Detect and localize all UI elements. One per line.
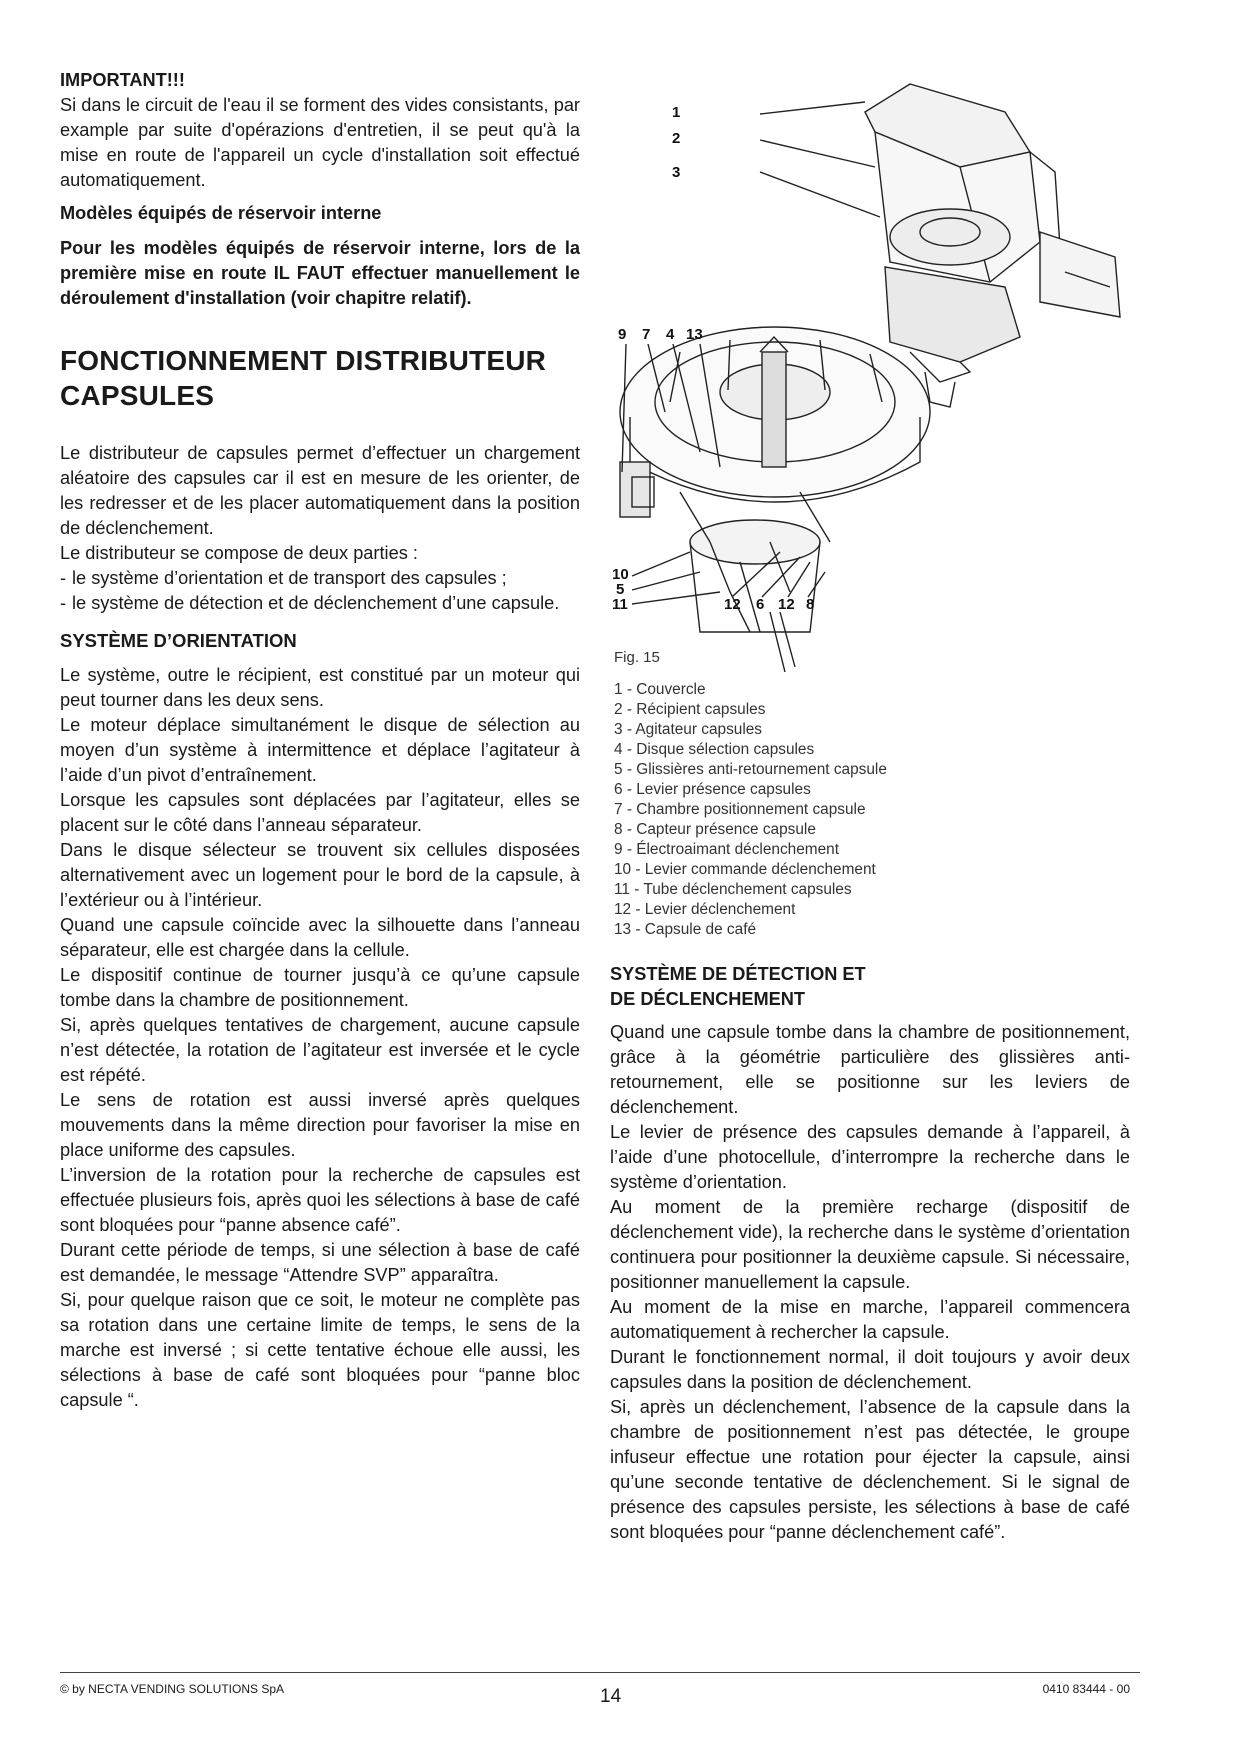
important-heading: IMPORTANT!!! (60, 70, 185, 90)
callout-5: 5 (616, 581, 625, 598)
intro-parts: Le distributeur se compose de deux parties : (60, 543, 418, 563)
important-text: Si dans le circuit de l'eau il se forment des vides consistants, par example par suite d'opérazions d'entretien, il se peut qu'à la mise en route de l'appareil un cycle d'installation soit effectué automatiquement. (60, 95, 580, 190)
paragraph: Au moment de la mise en marche, l’appareil commencera automatiquement à rechercher la capsule. (610, 1297, 1130, 1342)
paragraph: Le moteur déplace simultanément le disque de sélection au moyen d’un système à intermittence et déplace l’agitateur à l’aide d’un pivot d’entraînement. (60, 715, 580, 785)
legend-item: 7 - Chambre positionnement capsule (614, 801, 866, 818)
paragraph: Le système, outre le récipient, est constitué par un moteur qui peut tourner dans les deux sens. (60, 665, 580, 710)
capsule-dispenser-figure (610, 72, 1130, 677)
intro-paragraph: Le distributeur de capsules permet d’effectuer un chargement aléatoire des capsules car il est en mesure de les orienter, de les redresser et de les placer automatiquement dans la position de déclenchement. (60, 443, 580, 538)
paragraph: Le levier de présence des capsules demande à l’appareil, à l’aide d’une photocellule, d’interrompre la recherche dans le système d’orientation. (610, 1122, 1130, 1192)
models-heading: Modèles équipés de réservoir interne (60, 203, 382, 223)
legend-item: 11 - Tube déclenchement capsules (614, 881, 852, 898)
callout-1: 1 (672, 104, 681, 121)
legend-item: 3 - Agitateur capsules (614, 721, 763, 738)
callout-10: 10 (612, 566, 629, 583)
legend-item: 2 - Récipient capsules (614, 701, 766, 718)
footer-rule (60, 1672, 1140, 1673)
central-shaft (762, 352, 786, 467)
figure-caption: Fig. 15 (614, 649, 660, 666)
solenoid-shape (620, 462, 650, 517)
paragraph: Au moment de la première recharge (dispositif de déclenchement vide), la recherche dans le système d’orientation continuera pour positionner la deuxième capsule. Si nécessaire, positionner manuellement la capsule. (610, 1197, 1130, 1292)
paragraph: Quand une capsule coïncide avec la silhouette dans l’anneau séparateur, elle est chargée dans la cellule. (60, 915, 580, 960)
legend-item: 9 - Électroaimant déclenchement (614, 841, 839, 858)
paragraph: Lorsque les capsules sont déplacées par l’agitateur, elles se placent sur le côté dans l’anneau séparateur. (60, 790, 580, 835)
callout-11: 11 (612, 596, 628, 613)
orientation-body (60, 663, 580, 1413)
callout-12b: 12 (778, 596, 795, 613)
legend-item: 13 - Capsule de café (614, 921, 757, 938)
paragraph: Durant cette période de temps, si une sélection à base de café est demandée, le message “Attendre SVP” apparaîtra. (60, 1240, 580, 1285)
paragraph: Si, après quelques tentatives de chargement, aucune capsule n’est détectée, la rotation de l’agitateur est inversée et le cycle est répété. (60, 1015, 580, 1085)
left-column (60, 68, 580, 1413)
callout-13: 13 (686, 326, 703, 343)
callout-12a: 12 (724, 596, 741, 613)
callout-4: 4 (666, 326, 675, 343)
doc-code: 0410 83444 - 00 (1042, 1682, 1130, 1696)
detection-heading-line-2: DE DÉCLENCHEMENT (610, 989, 806, 1009)
legend-item: 5 - Glissières anti-retournement capsule (614, 761, 887, 778)
callout-9: 9 (618, 326, 627, 343)
detection-section (610, 962, 1130, 1545)
paragraph: Durant le fonctionnement normal, il doit toujours y avoir deux capsules dans la position de déclenchement. (610, 1347, 1130, 1392)
page-number: 14 (600, 1686, 622, 1707)
legend-item: 12 - Levier déclenchement (614, 901, 796, 918)
paragraph: Si, après un déclenchement, l’absence de la capsule dans la chambre de positionnement n’est pas détectée, le groupe infuseur effectue une rotation pour éjecter la capsule, ainsi qu’une seconde tentative de déclenchement. Si le signal de présence des capsules persiste, les sélections à base de café sont bloquées pour “panne déclenchement café”. (610, 1397, 1130, 1542)
paragraph: L’inversion de la rotation pour la recherche de capsules est effectuée plusieurs fois, après quoi les sélections à base de café sont bloquées pour “panne absence café”. (60, 1165, 580, 1235)
callout-3: 3 (672, 164, 681, 181)
callout-6: 6 (756, 596, 765, 613)
dispenser-drawing (610, 72, 1130, 677)
right-column (610, 72, 1130, 1545)
footer-copyright: © by NECTA VENDING SOLUTIONS SpA (60, 1682, 285, 1696)
legend-item: 6 - Levier présence capsules (614, 781, 811, 798)
legend-item: 1 - Couvercle (614, 681, 706, 698)
paragraph: Dans le disque sélecteur se trouvent six cellules disposées alternativement avec un logement pour le bord de la capsule, à l’extérieur ou à l’intérieur. (60, 840, 580, 910)
paragraph: Le dispositif continue de tourner jusqu’à ce qu’une capsule tombe dans la chambre de positionnement. (60, 965, 580, 1010)
paragraph: Quand une capsule tombe dans la chambre de positionnement, grâce à la géométrie particulière des glissières anti-retournement, elle se positionne sur les leviers de déclenchement. (610, 1022, 1130, 1117)
models-text: Pour les modèles équipés de réservoir interne, lors de la première mise en route IL FAUT effectuer manuellement le déroulement d'installation (voir chapitre relatif). (60, 238, 580, 308)
section-title: FONCTIONNEMENT DISTRIBUTEUR CAPSULES (60, 345, 547, 411)
orientation-heading: SYSTÈME D’ORIENTATION (60, 630, 297, 651)
legend-item: 4 - Disque sélection capsules (614, 741, 815, 758)
callout-2: 2 (672, 130, 681, 147)
list-item: - le système d’orientation et de transport des capsules ; (60, 568, 507, 588)
paragraph: Si, pour quelque raison que ce soit, le moteur ne complète pas sa rotation dans une certaine limite de temps, le sens de la marche est inversé ; si cette tentative échoue elle aussi, les sélections à base de café sont bloquées pour “panne bloc capsule “. (60, 1290, 580, 1410)
callout-8: 8 (806, 596, 815, 613)
detection-heading-line-1: SYSTÈME DE DÉTECTION ET (610, 964, 866, 984)
paragraph: Le sens de rotation est aussi inversé après quelques mouvements dans la même direction pour favoriser la mise en place uniforme des capsules. (60, 1090, 580, 1160)
list-item: - le système de détection et de déclenchement d’une capsule. (60, 593, 560, 613)
legend-item: 8 - Capteur présence capsule (614, 821, 816, 838)
callout-7: 7 (642, 326, 651, 343)
legend-item: 10 - Levier commande déclenchement (614, 861, 876, 878)
figure-legend (614, 680, 1130, 940)
